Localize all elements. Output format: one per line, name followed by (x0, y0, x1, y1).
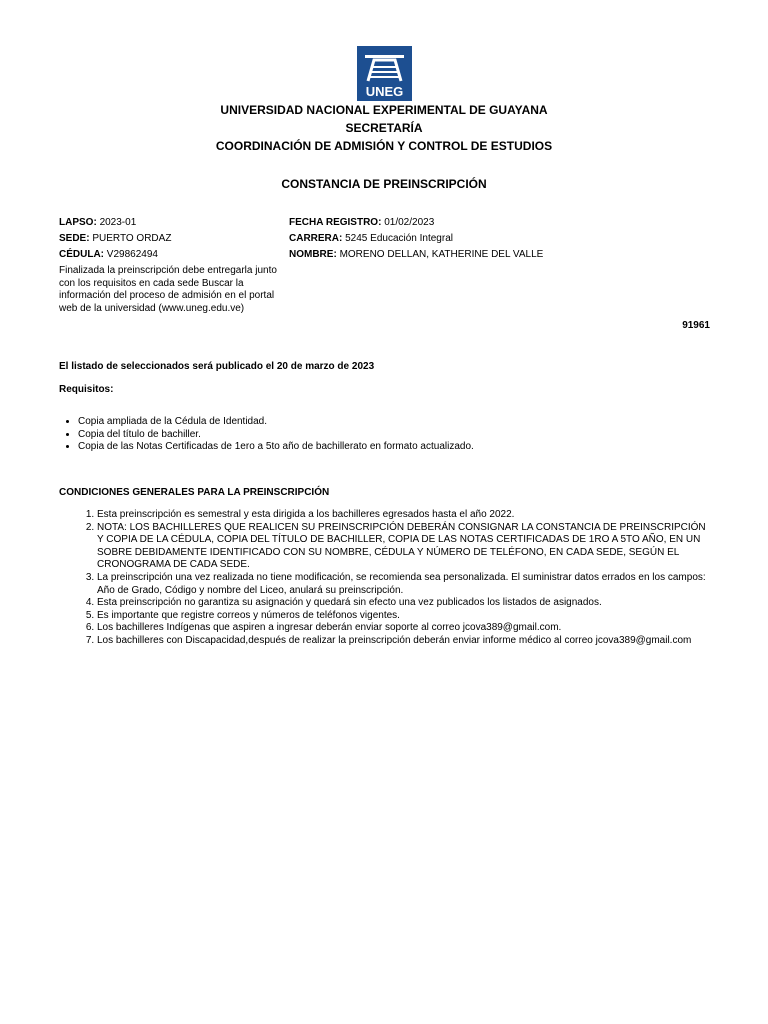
nombre-label: NOMBRE: (289, 249, 337, 260)
fecha-registro-label: FECHA REGISTRO: (289, 217, 382, 228)
condition-item: 5. Es importante que registre correos y números de teléfonos vigentes. (97, 610, 712, 623)
document-title: CONSTANCIA DE PREINSCRIPCIÓN (281, 177, 487, 191)
carrera-value: 5245 Educación Integral (345, 233, 453, 244)
coordination-heading: COORDINACIÓN DE ADMISIÓN Y CONTROL DE ESTUDIOS (215, 139, 553, 153)
uneg-logo (357, 46, 412, 101)
carrera-label: CARRERA: (289, 233, 343, 244)
requirement-item: • Copia del título de bachiller. (78, 429, 728, 442)
sede-value: PUERTO ORDAZ (92, 233, 172, 244)
lapso-value: 2023-01 (99, 217, 137, 228)
logo-text: UNEG (365, 84, 404, 99)
cedula-field (59, 249, 158, 262)
condition-item: 7. Los bachilleres con Discapacidad,después de realizar la preinscripción deberán enviar informe médico al correo jcova389@gmail.com (97, 635, 712, 648)
nombre-value: MORENO DELLAN, KATHERINE DEL VALLE (339, 249, 544, 260)
registration-code: 91961 (682, 320, 710, 331)
fecha-registro-value: 01/02/2023 (384, 217, 435, 228)
instructions-note: Finalizada la preinscripción debe entregarla junto con los requisitos en cada sede Buscar la información del proceso de admisión en el portal web de la universidad (www.uneg.edu.ve) (59, 265, 277, 314)
fecha-registro-field (289, 217, 434, 230)
condition-item: 2. NOTA: LOS BACHILLERES QUE REALICEN SU PREINSCRIPCIÓN DEBERÁN CONSIGNAR LA CONSTANCIA DE PREINSCRIPCIÓN Y COPIA DE LA CÉDULA, COPIA DEL TÍTULO DE BACHILLER, COPIA DE LAS NOTAS CERTIFICADAS DE 1RO A 5TO AÑO, EN UN SOBRE DEBIDAMENTE IDENTIFICADO CON SU NOMBRE, CÉDULA Y NÚMERO DE TELÉFONO, EN CADA SEDE, SEGÚN EL CRONOGRAMA DE CADA SEDE. (97, 522, 712, 572)
condition-item: 1. Esta preinscripción es semestral y esta dirigida a los bachilleres egresados hasta el año 2022. (97, 509, 712, 522)
condition-item: 6. Los bachilleres Indígenas que aspiren a ingresar deberán enviar soporte al correo jcova389@gmail.com. (97, 622, 712, 635)
requirements-list (59, 416, 728, 454)
uneg-logo-graphic (357, 46, 412, 101)
nombre-field (289, 249, 543, 262)
requirement-item: • Copia ampliada de la Cédula de Identidad. (78, 416, 728, 429)
lapso-field (59, 217, 136, 230)
condition-item: 3. La preinscripción una vez realizada no tiene modificación, se recomienda sea personalizada. El suministrar datos errados en los campos: Año de Grado, Código y nombre del Liceo, anulará su preinscripción. (97, 572, 712, 597)
conditions-title: CONDICIONES GENERALES PARA LA PREINSCRIPCIÓN (59, 487, 330, 498)
university-name: UNIVERSIDAD NACIONAL EXPERIMENTAL DE GUAYANA (220, 103, 548, 117)
condition-item: 4. Esta preinscripción no garantiza su asignación y quedará sin efecto una vez publicados los listados de asignados. (97, 597, 712, 610)
cedula-label: CÉDULA: (59, 249, 104, 260)
requirement-item: • Copia de las Notas Certificadas de 1ero a 5to año de bachillerato en formato actualizado. (78, 441, 728, 454)
conditions-list (59, 509, 712, 648)
sede-label: SEDE: (59, 233, 90, 244)
publication-notice: El listado de seleccionados será publicado el 20 de marzo de 2023 (59, 361, 375, 372)
lapso-label: LAPSO: (59, 217, 97, 228)
secretariat-heading: SECRETARÍA (345, 121, 423, 135)
requirements-title: Requisitos: (59, 384, 114, 395)
cedula-value: V29862494 (106, 249, 158, 260)
sede-field (59, 233, 171, 246)
carrera-field (289, 233, 453, 246)
